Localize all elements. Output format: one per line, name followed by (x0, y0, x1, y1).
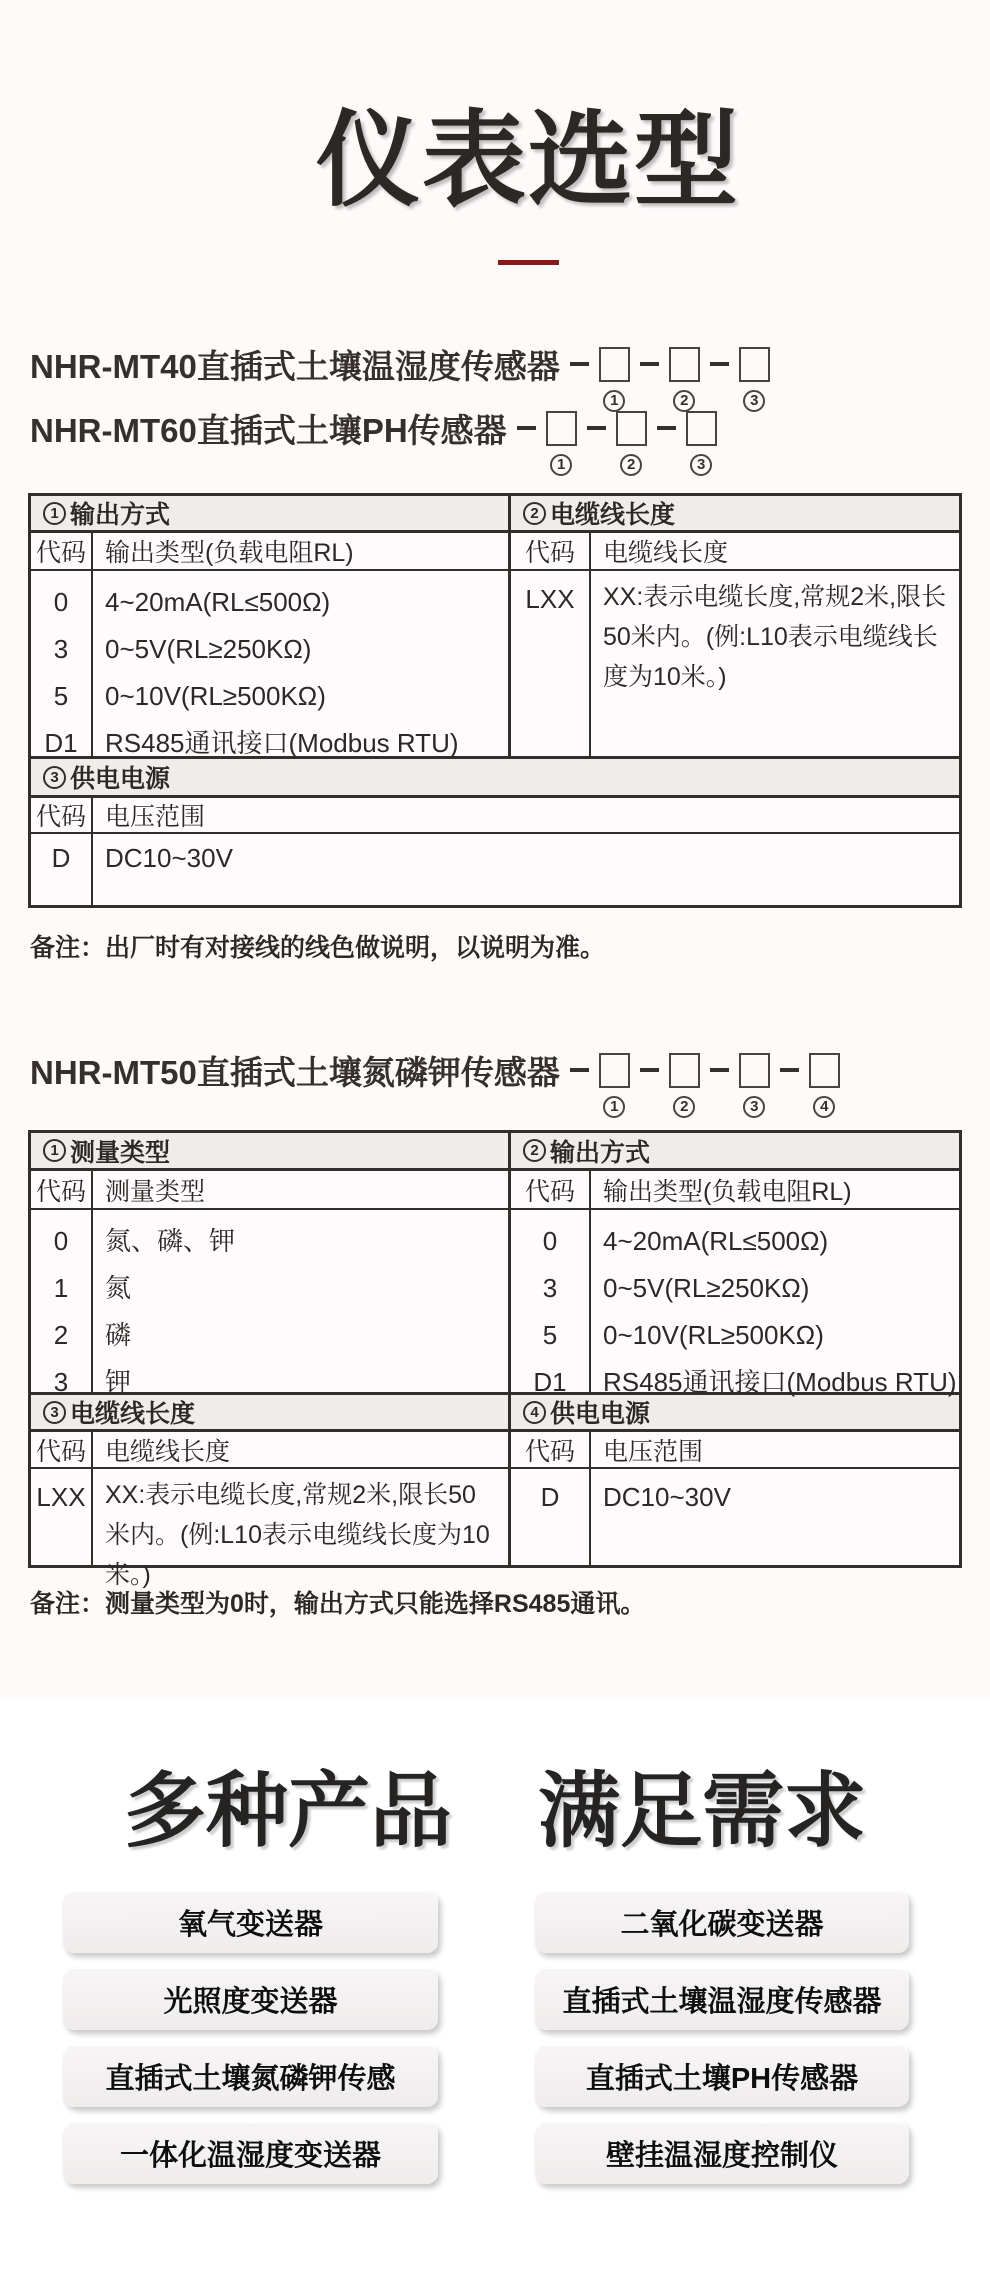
product-button-wall-mounted-temp-humidity-controller[interactable]: 壁挂温湿度控制仪 (535, 2122, 909, 2184)
product-button-soil-npk-sensor[interactable]: 直插式土壤氮磷钾传感 (63, 2045, 438, 2107)
position-number: 3 (743, 1096, 765, 1118)
product-button-oxygen-transmitter[interactable]: 氧气变送器 (63, 1891, 438, 1953)
column-header-desc: 测量类型 (105, 1177, 206, 1206)
dash (640, 1068, 659, 1072)
model-segment (657, 411, 717, 473)
dash (640, 362, 659, 366)
section-label: 电缆线长度 (550, 501, 676, 529)
section-label: 供电电源 (550, 1400, 651, 1428)
model-line-mt60 (30, 408, 717, 473)
position-number: 1 (603, 390, 625, 412)
position-number: 1 (550, 454, 572, 476)
product-button-illuminance-transmitter[interactable]: 光照度变送器 (63, 1968, 438, 2030)
desc-value-text: DC10~30V (603, 1482, 731, 1512)
section-label: 电缆线长度 (70, 1400, 196, 1428)
code-value: 3 (542, 1273, 558, 1303)
model-line-mt50 (30, 1050, 840, 1115)
desc-value: XX:表示电缆长度,常规2米,限长50米内。(例:L10表示电缆线长度为10米。) (105, 1481, 490, 1589)
option-box (546, 411, 577, 446)
section-number: 3 (43, 1401, 66, 1424)
dash (517, 426, 536, 430)
model-segment (570, 1053, 630, 1115)
section-label: 供电电源 (70, 765, 171, 793)
section-header-output (508, 1133, 959, 1168)
option-box (669, 347, 700, 382)
model-segment (570, 347, 630, 409)
column-header-desc: 电压范围 (603, 1437, 704, 1466)
dash (587, 426, 606, 430)
desc-value: 0~5V(RL≥250KΩ) (105, 634, 312, 664)
section-header-cable (31, 1395, 508, 1429)
desc-value: RS485通讯接口(Modbus RTU) (603, 1367, 957, 1397)
code-value: LXX (36, 1482, 86, 1512)
note-1: 备注：出厂时有对接线的线色做说明，以说明为准。 (30, 934, 606, 962)
model-segment (640, 1053, 700, 1115)
option-box (599, 1053, 630, 1088)
note-2: 备注：测量类型为0时，输出方式只能选择RS485通讯。 (30, 1590, 646, 1618)
model-segment (587, 411, 647, 473)
column-header-code: 代码 (511, 533, 591, 569)
model-name: NHR-MT50直插式土壤氮磷钾传感器 (30, 1053, 560, 1091)
option-box (669, 1053, 700, 1088)
dash (570, 1068, 589, 1072)
desc-values (93, 571, 508, 756)
selection-table-mt40-mt60 (28, 493, 962, 908)
desc-value: 4~20mA(RL≤500Ω) (105, 587, 331, 617)
column-header-code: 代码 (511, 1171, 591, 1208)
section-label: 测量类型 (70, 1138, 171, 1167)
desc-value: 0~10V(RL≥500KΩ) (105, 681, 326, 711)
code-value: 5 (542, 1320, 558, 1350)
model-segment (710, 1053, 770, 1115)
model-name: NHR-MT60直插式土壤PH传感器 (30, 411, 507, 449)
column-header-code: 代码 (31, 1432, 93, 1467)
code-values (511, 1469, 591, 1565)
dash (657, 426, 676, 430)
title-underline (498, 260, 559, 265)
position-number: 3 (743, 390, 765, 412)
product-buttons (63, 1891, 909, 2184)
position-number: 2 (673, 1096, 695, 1118)
products-heading-left: 多种产品 (123, 1766, 452, 1857)
section-header-measure (31, 1133, 508, 1168)
model-segment (640, 347, 700, 409)
code-value: 0 (53, 1226, 69, 1256)
column-header-code: 代码 (31, 533, 93, 569)
section-number: 1 (43, 502, 66, 525)
page-title: 仪表选型 (315, 103, 740, 219)
code-values (511, 571, 591, 756)
section-number: 2 (523, 502, 546, 525)
model-segment (517, 411, 577, 473)
position-number: 4 (813, 1096, 835, 1118)
model-segment (780, 1053, 840, 1115)
desc-value: 0~10V(RL≥500KΩ) (603, 1320, 824, 1350)
dash (710, 1068, 729, 1072)
desc-value (93, 834, 959, 905)
code-value: D1 (44, 728, 78, 758)
code-value: D1 (533, 1367, 567, 1397)
code-value: D (540, 1482, 560, 1512)
desc-value: 氮、磷、钾 (105, 1226, 236, 1256)
column-header-desc: 电缆线长度 (603, 539, 729, 567)
product-button-soil-ph-sensor[interactable]: 直插式土壤PH传感器 (535, 2045, 909, 2107)
code-values (31, 1210, 93, 1397)
code-value-text: D (51, 843, 71, 873)
position-number: 1 (603, 1096, 625, 1118)
dash (780, 1068, 799, 1072)
code-value: 5 (53, 681, 69, 711)
code-value: LXX (525, 584, 575, 614)
desc-value: 0~5V(RL≥250KΩ) (603, 1273, 810, 1303)
product-button-integrated-temp-humidity-transmitter[interactable]: 一体化温湿度变送器 (63, 2122, 438, 2184)
desc-value: 钾 (105, 1367, 132, 1397)
section-number: 4 (523, 1401, 546, 1424)
desc-value-text: DC10~30V (105, 843, 233, 873)
column-header-desc: 电压范围 (105, 803, 206, 831)
desc-value: RS485通讯接口(Modbus RTU) (105, 728, 459, 758)
option-box (739, 1053, 770, 1088)
dash (710, 362, 729, 366)
position-number: 2 (620, 454, 642, 476)
section-number: 2 (523, 1139, 546, 1162)
position-number: 3 (690, 454, 712, 476)
code-value: 0 (542, 1226, 558, 1256)
option-box (599, 347, 630, 382)
section-header-power (508, 1395, 959, 1429)
selection-table-mt50 (28, 1130, 962, 1589)
code-value: 3 (53, 634, 69, 664)
desc-values (591, 1210, 959, 1397)
desc-value: 磷 (105, 1320, 132, 1350)
option-box (686, 411, 717, 446)
desc-value: 4~20mA(RL≤500Ω) (603, 1226, 829, 1256)
code-values (31, 1469, 93, 1565)
column-header-desc: 输出类型(负载电阻RL) (105, 539, 354, 567)
code-value: 0 (53, 587, 69, 617)
column-header-desc: 电缆线长度 (105, 1437, 231, 1466)
column-header-code: 代码 (31, 1171, 93, 1208)
section-header-cable (508, 496, 959, 530)
code-values (31, 571, 93, 756)
section-label: 输出方式 (70, 501, 171, 529)
product-button-soil-temp-humidity-sensor[interactable]: 直插式土壤温湿度传感器 (535, 1968, 909, 2030)
column-header-desc: 输出类型(负载电阻RL) (603, 1177, 852, 1206)
model-line-mt40 (30, 344, 770, 409)
desc-values (93, 1210, 508, 1397)
option-box (809, 1053, 840, 1088)
option-box (616, 411, 647, 446)
code-value: 2 (53, 1320, 69, 1350)
desc-value: 氮 (105, 1273, 132, 1303)
model-segment (710, 347, 770, 409)
code-value (31, 834, 93, 905)
code-value: 3 (53, 1367, 69, 1397)
section-number: 3 (43, 766, 66, 789)
products-heading-right: 满足需求 (538, 1766, 867, 1857)
products-heading (0, 1746, 990, 1863)
option-box (739, 347, 770, 382)
section-label: 输出方式 (550, 1138, 651, 1167)
column-header-code: 代码 (511, 1432, 591, 1467)
desc-value: XX:表示电缆长度,常规2米,限长50米内。(例:L10表示电缆线长度为10米。) (603, 583, 947, 691)
code-value: 1 (53, 1273, 69, 1303)
section-header-power (31, 759, 959, 795)
section-header-output (31, 496, 508, 530)
desc-value (591, 1469, 959, 1565)
model-name: NHR-MT40直插式土壤温湿度传感器 (30, 347, 560, 385)
code-values (511, 1210, 591, 1397)
section-number: 1 (43, 1139, 66, 1162)
dash (570, 362, 589, 366)
column-header-code: 代码 (31, 798, 93, 832)
position-number: 2 (673, 390, 695, 412)
product-button-co2-transmitter[interactable]: 二氧化碳变送器 (535, 1891, 909, 1953)
